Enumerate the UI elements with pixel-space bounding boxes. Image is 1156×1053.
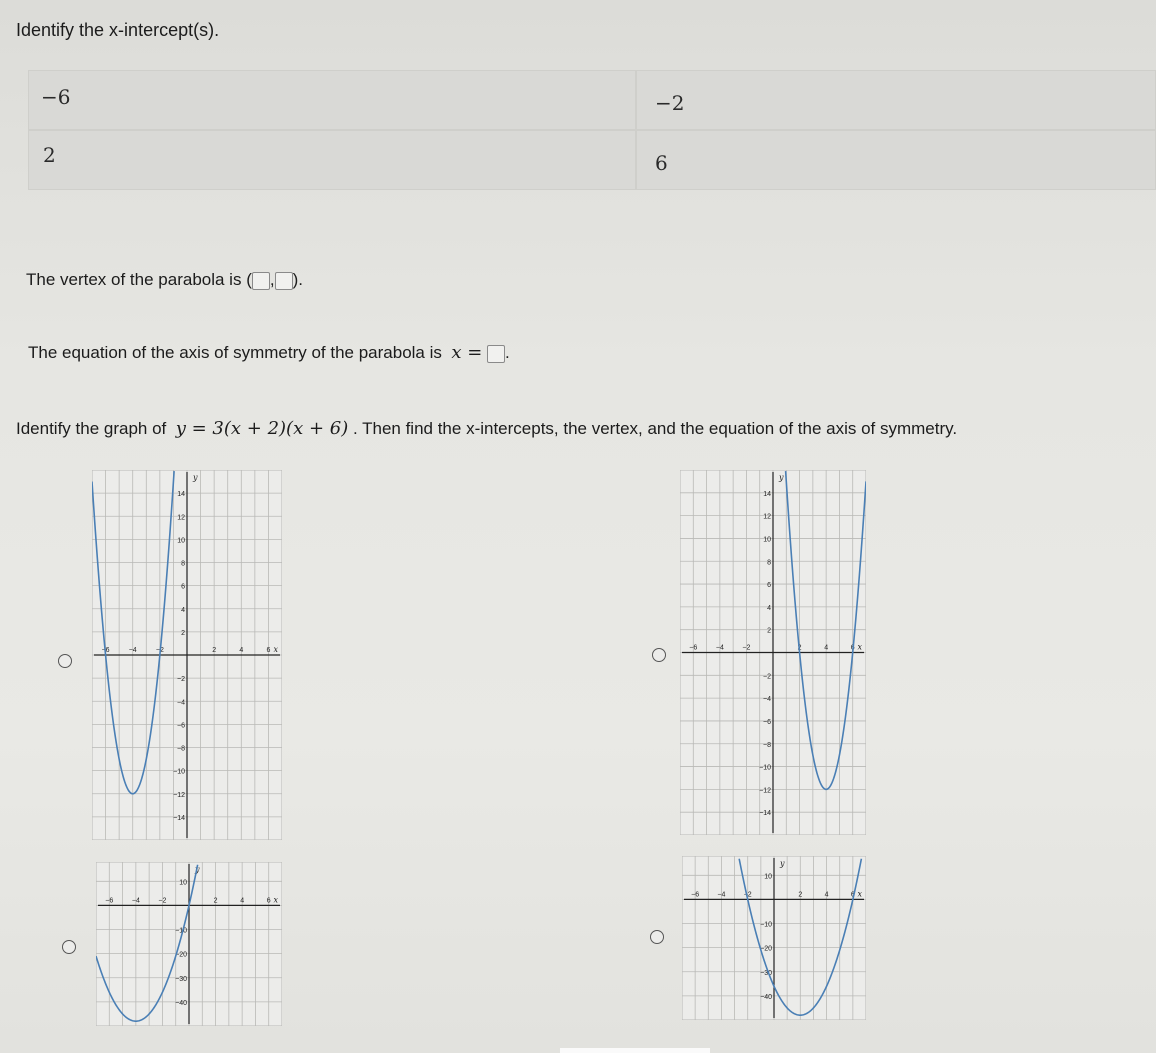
y-tick-label: −4 [763,696,771,704]
x-tick-label: 2 [798,891,803,899]
x-tick-label: −2 [743,891,752,899]
vertex-close-paren: ). [292,270,303,289]
axis-sentence [28,342,510,363]
x-tick-label: 4 [240,897,245,905]
y-tick-label: −14 [173,814,185,822]
y-tick-label: −14 [759,810,771,818]
y-axis-label: y [780,859,785,868]
y-tick-label: −10 [760,921,772,929]
y-tick-label: −40 [175,999,187,1007]
vertex-y-input[interactable] [275,272,293,290]
x-tick-label: 6 [850,891,855,899]
y-tick-label: −2 [763,673,771,681]
x-axis-label: x [857,642,862,652]
y-tick-label: 12 [763,513,771,521]
choice-neg2[interactable] [636,70,1156,130]
y-tick-label: 10 [177,537,185,545]
vertex-x-input[interactable] [252,272,270,290]
axis-prefix: The equation of the axis of symmetry of the parabola is [28,343,442,362]
answer-choices [28,70,1156,190]
x-tick-label: −4 [131,897,140,905]
x-tick-label: −4 [717,891,726,899]
home-indicator [560,1048,710,1053]
y-axis-label: y [779,473,784,482]
y-tick-label: 10 [764,873,772,881]
y-tick-label: −10 [759,764,771,772]
x-tick-label: −2 [742,644,751,652]
y-tick-label: 6 [767,582,771,590]
x-tick-label: 6 [266,647,271,654]
y-tick-label: 14 [763,490,771,498]
vertex-prefix: The vertex of the parabola is [26,270,242,289]
choice-label: −6 [41,85,71,109]
y-tick-label: −8 [177,745,185,753]
identify-equation: y = 3(x + 2)(x + 6) [175,418,349,439]
x-tick-label: −6 [105,897,114,905]
identify-suffix: . Then find the x-intercepts, the vertex, and the equation of the axis of symmetry. [352,419,958,438]
vertex-sentence [26,270,303,290]
y-tick-label: 8 [767,559,771,567]
vertex-open-paren: ( [246,270,252,289]
graph-option-c[interactable] [96,862,282,1026]
choice-6[interactable] [636,130,1156,190]
axis-suffix: . [505,343,510,362]
x-tick-label: −2 [158,897,167,905]
y-tick-label: 14 [177,491,185,499]
x-tick-label: 4 [239,647,244,654]
x-tick-label: 4 [824,644,829,652]
y-tick-label: −10 [175,927,187,935]
choice-label: 6 [655,151,668,175]
y-tick-label: −12 [173,791,185,799]
y-tick-label: 10 [763,536,771,544]
axis-input[interactable] [487,345,505,363]
radio-graph-c[interactable] [62,940,76,954]
x-tick-label: −4 [715,644,724,652]
y-tick-label: −30 [175,975,187,983]
y-tick-label: −40 [760,993,772,1001]
y-tick-label: 2 [181,629,185,637]
y-axis-label: y [195,865,200,874]
x-tick-label: −2 [155,647,164,654]
y-tick-label: 2 [767,627,771,635]
y-tick-label: −30 [760,969,772,977]
x-axis-label: x [273,645,278,654]
radio-graph-a[interactable] [58,654,72,668]
graph-option-d[interactable] [682,856,866,1020]
x-tick-label: −6 [101,647,110,654]
y-tick-label: −8 [763,741,771,749]
y-tick-label: −20 [175,951,187,959]
x-axis-label: x [273,895,278,905]
identify-prefix: Identify the graph of [16,419,167,438]
y-tick-label: 6 [181,583,185,591]
x-tick-label: 2 [213,897,218,905]
x-tick-label: 2 [212,647,217,654]
y-axis-label: y [193,473,198,482]
y-tick-label: 4 [767,604,771,612]
x-tick-label: 4 [824,891,829,899]
vertex-comma: , [269,270,275,289]
y-tick-label: −20 [760,945,772,953]
axis-math: x = [451,342,483,363]
choice-2[interactable] [28,130,636,190]
x-tick-label: −6 [691,891,700,899]
graph-option-a[interactable] [92,470,282,840]
y-tick-label: −4 [177,699,185,707]
y-tick-label: 12 [177,514,185,522]
y-tick-label: −2 [177,676,185,684]
y-tick-label: −10 [173,768,185,776]
x-tick-label: 6 [850,644,855,652]
choice-label: 2 [43,143,56,167]
graph-option-b[interactable] [680,470,866,835]
x-tick-label: 2 [797,644,802,652]
y-tick-label: 10 [179,879,187,887]
y-tick-label: −6 [177,722,185,730]
x-axis-label: x [857,889,862,899]
x-tick-label: −4 [128,647,137,654]
y-tick-label: 8 [181,560,185,568]
y-tick-label: −12 [759,787,771,795]
radio-graph-b[interactable] [652,648,666,662]
y-tick-label: −6 [763,718,771,726]
choice-label: −2 [655,91,685,115]
question-prompt: Identify the x-intercept(s). [16,20,220,40]
identify-sentence [16,418,957,439]
y-tick-label: 4 [181,606,185,614]
choice-neg6[interactable] [28,70,636,130]
x-tick-label: −6 [689,644,698,652]
x-tick-label: 6 [266,897,271,905]
radio-graph-d[interactable] [650,930,664,944]
